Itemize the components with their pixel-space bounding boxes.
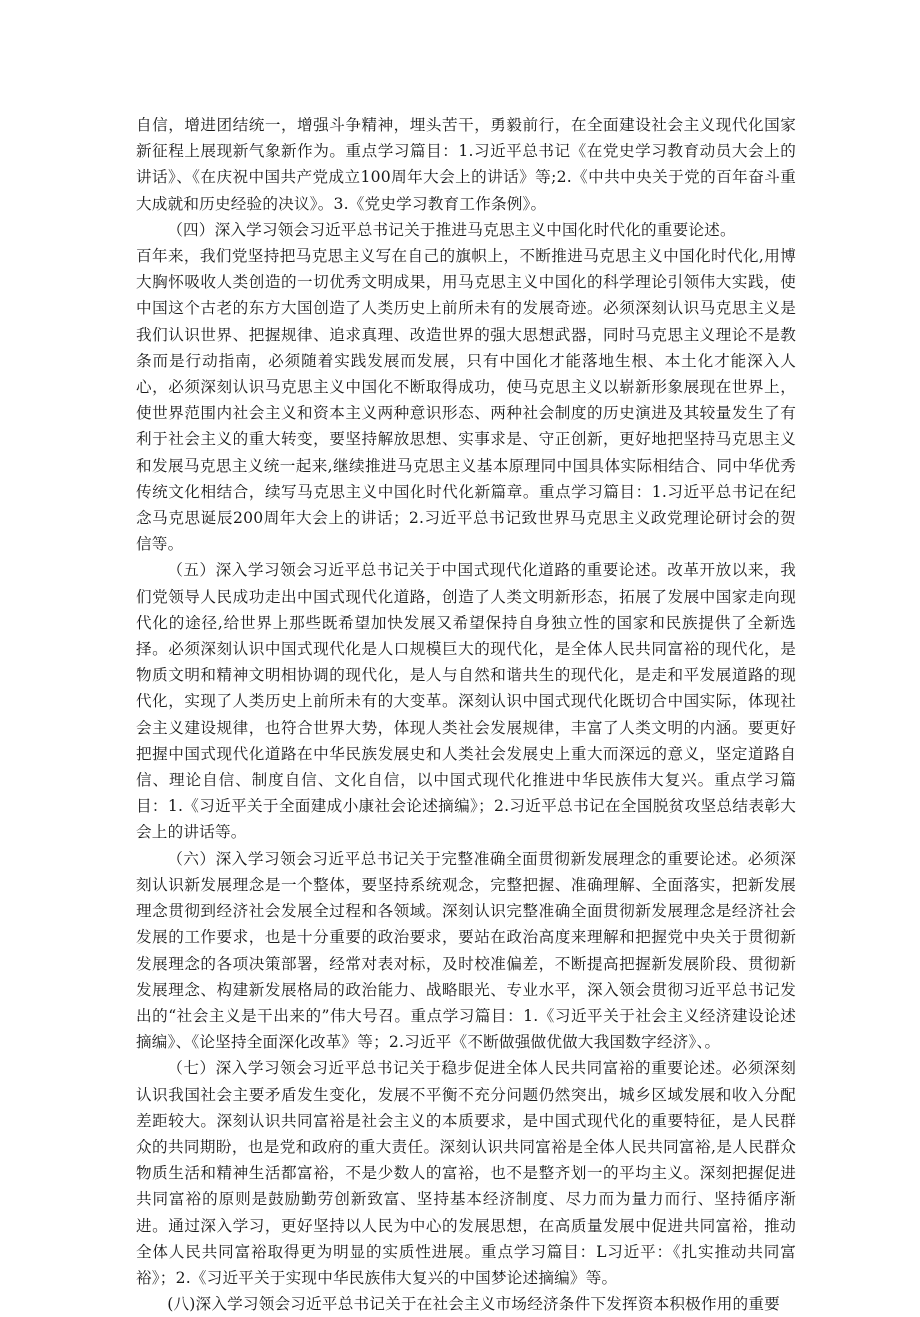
document-page (136, 112, 796, 1317)
section-6-new-development-philosophy: （六）深入学习领会习近平总书记关于完整准确全面贯彻新发展理念的重要论述。必须深刻认识新发展理念是一个整体，要坚持系统观念，完整把握、准确理解、全面落实，把新发展理念贯彻到经济社会发展全过程和各领域。深刻认识完整准确全面贯彻新发展理念是经济社会发展的工作要求，也是十分重要的政治要求，要站在政治高度来理解和把握党中央关于贯彻新发展理念的各项决策部署，经常对表对标，及时校准偏差，不断提高把握新发展阶段、贯彻新发展理念、构建新发展格局的政治能力、战略眼光、专业水平，深入领会贯彻习近平总书记发出的“社会主义是干出来的”伟大号召。重点学习篇目：1.《习近平关于社会主义经济建设论述摘编》、《论坚持全面深化改革》等；2.习近平《不断做强做优做大我国数字经济》、。 (136, 849, 796, 1052)
section-8-capital-role: (八)深入学习领会习近平总书记关于在社会主义市场经济条件下发挥资本积极作用的重要 (167, 1295, 780, 1314)
paragraph-marxism-sinicization: 百年来，我们党坚持把马克思主义写在自己的旗帜上，不断推进马克思主义中国化时代化,用博大胸怀吸收人类创造的一切优秀文明成果，用马克思主义中国化的科学理论引领伟大实践，使中国这个古老的东方大国创造了人类历史上前所未有的发展奇迹。必须深刻认识马克思主义是我们认识世界、把握规律、追求真理、改造世界的强大思想武器，同时马克思主义理论不是教条而是行动指南，必须随着实践发展而发展，只有中国化才能落地生根、本土化才能深入人心，必须深刻认识马克思主义中国化不断取得成功，使马克思主义以崭新形象展现在世界上，使世界范围内社会主义和资本主义两种意识形态、两种社会制度的历史演进及其较量发生了有利于社会主义的重大转变，要坚持解放思想、实事求是、守正创新，更好地把坚持马克思主义和发展马克思主义统一起来,继续推进马克思主义基本原理同中国具体实际相结合、同中华优秀传统文化相结合，续写马克思主义中国化时代化新篇章。重点学习篇目：1.习近平总书记在纪念马克思诞辰200周年大会上的讲话；2.习近平总书记致世界马克思主义政党理论研讨会的贺信等。 (136, 247, 796, 554)
paragraph-continuation: 自信，增进团结统一，增强斗争精神，埋头苦干，勇毅前行，在全面建设社会主义现代化国家新征程上展现新气象新作为。重点学习篇目：1.习近平总书记《在党史学习教育动员大会上的讲话》、《在庆祝中国共产党成立100周年大会上的讲话》等;2.《中共中央关于党的百年奋斗重大成就和历史经验的决议》。3.《党史学习教育工作条例》。 (136, 116, 796, 213)
section-heading-4: （四）深入学习领会习近平总书记关于推进马克思主义中国化时代化的重要论述。 (167, 220, 736, 239)
section-5-chinese-modernization: （五）深入学习领会习近平总书记关于中国式现代化道路的重要论述。改革开放以来，我们党领导人民成功走出中国式现代化道路，创造了人类文明新形态，拓展了发展中国家走向现代化的途径,给世界上那些既希望加快发展又希望保持自身独立性的国家和民族提供了全新选择。必须深刻认识中国式现代化是人口规模巨大的现代化，是全体人民共同富裕的现代化，是物质文明和精神文明相协调的现代化，是人与自然和谐共生的现代化，是走和平发展道路的现代化，实现了人类历史上前所未有的大变革。深刻认识中国式现代化既切合中国实际，体现社会主义建设规律，也符合世界大势，体现人类社会发展规律，丰富了人类文明的内涵。要更好把握中国式现代化道路在中华民族发展史和人类社会发展史上重大而深远的意义，坚定道路自信、理论自信、制度自信、文化自信，以中国式现代化推进中华民族伟大复兴。重点学习篇目：1.《习近平关于全面建成小康社会论述摘编》；2.习近平总书记在全国脱贫攻坚总结表彰大会上的讲话等。 (136, 561, 796, 842)
section-7-common-prosperity: （七）深入学习领会习近平总书记关于稳步促进全体人民共同富裕的重要论述。必须深刻认识我国社会主要矛盾发生变化，发展不平衡不充分问题仍然突出，城乡区域发展和收入分配差距较大。深刻认识共同富裕是社会主义的本质要求，是中国式现代化的重要特征，是人民群众的共同期盼，也是党和政府的重大责任。深刻认识共同富裕是全体人民共同富裕,是人民群众物质生活和精神生活都富裕，不是少数人的富裕，也不是整齐划一的平均主义。深刻把握促进共同富裕的原则是鼓励勤劳创新致富、坚持基本经济制度、尽力而为量力而行、坚持循序渐进。通过深入学习，更好坚持以人民为中心的发展思想，在高质量发展中促进共同富裕，推动全体人民共同富裕取得更为明显的实质性进展。重点学习篇目：L习近平：《扎实推动共同富裕》；2.《习近平关于实现中华民族伟大复兴的中国梦论述摘编》等。 (136, 1059, 796, 1287)
